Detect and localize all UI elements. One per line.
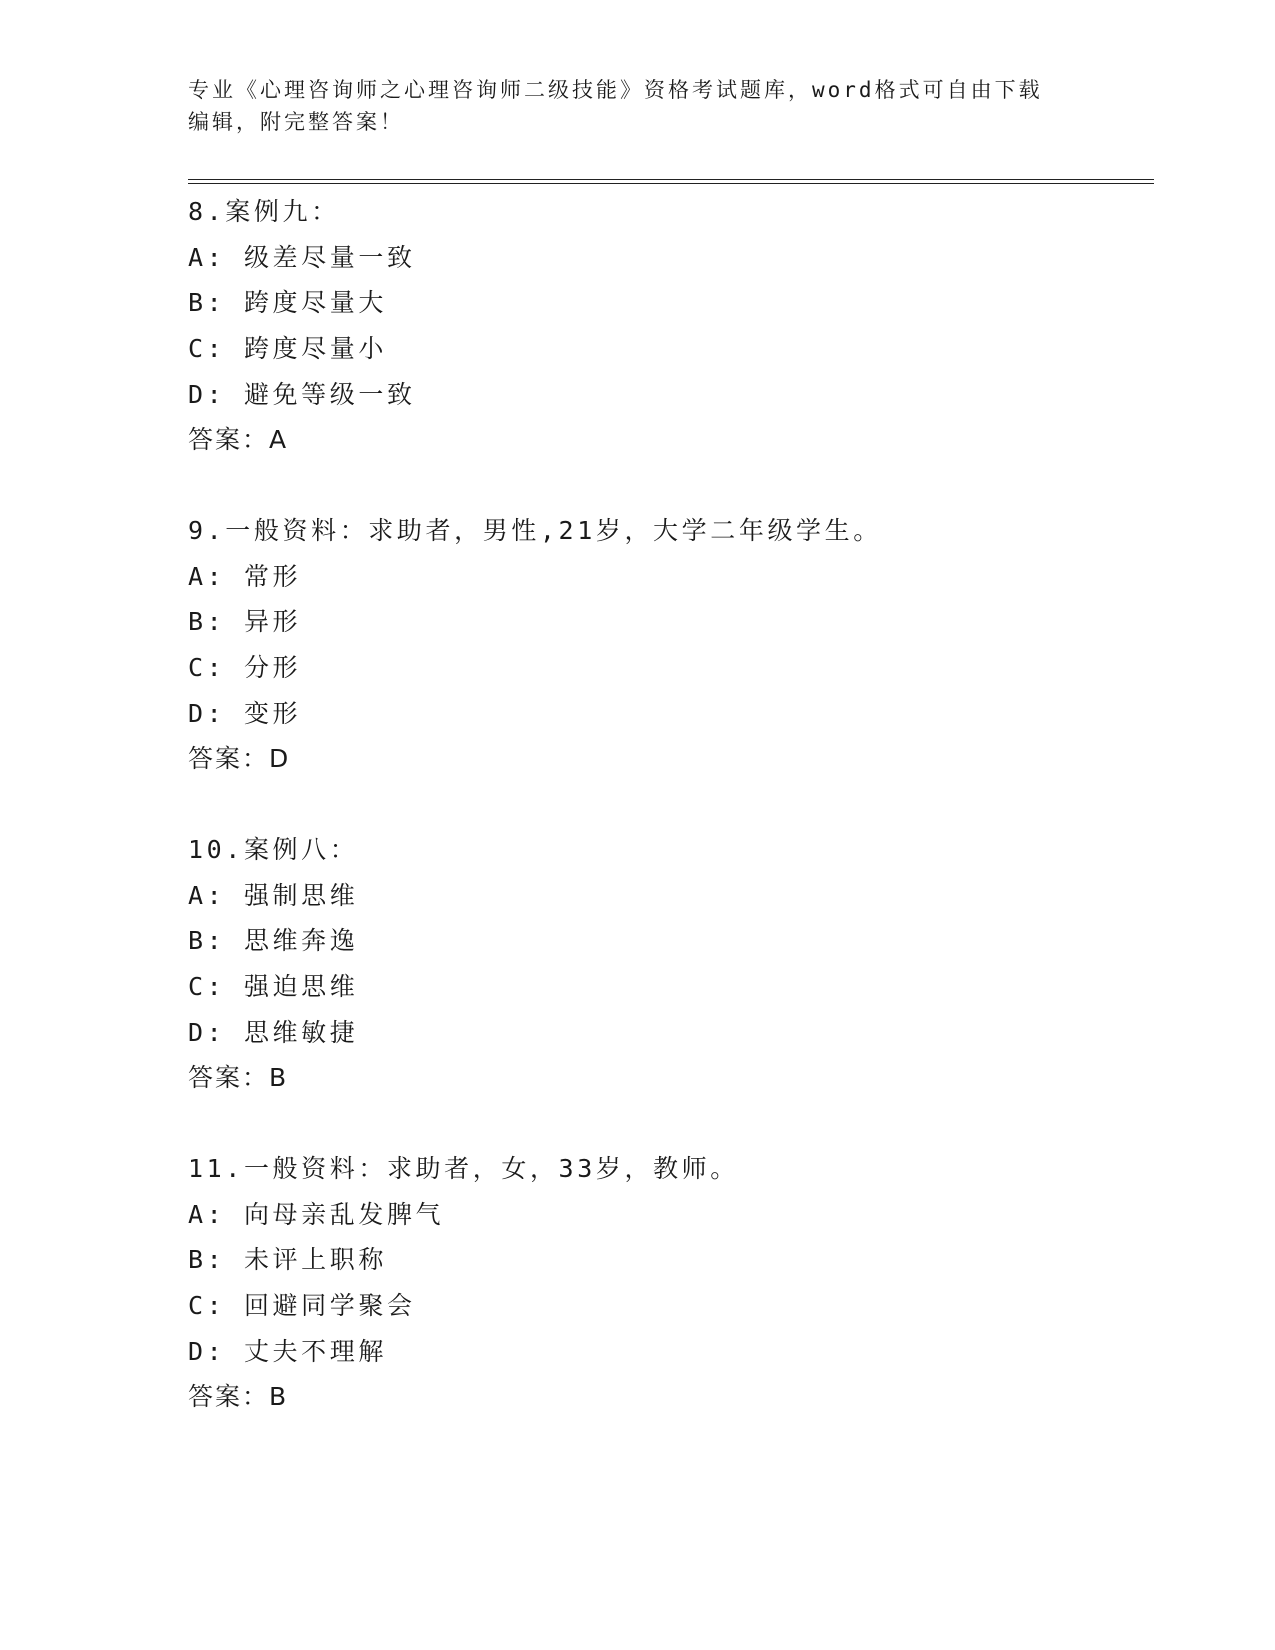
question-stem: 11.一般资料：求助者，女，33岁，教师。 [188,1154,739,1183]
question-11 [188,1146,1168,1420]
option-c: C: 强迫思维 [188,972,359,1002]
answer-line: 答案：B [188,1063,289,1093]
option-a: A: 级差尽量一致 [188,242,416,272]
option-b: B: 未评上职称 [188,1245,387,1275]
option-b: B: 跨度尽量大 [188,288,387,318]
option-c: C: 分形 [188,653,302,683]
option-a: A: 常形 [188,561,302,591]
document-header [188,74,1088,138]
header-line-2: 编辑，附完整答案！ [188,110,404,134]
question-stem: 9.一般资料：求助者，男性,21岁，大学二年级学生。 [188,516,882,545]
option-d: D: 思维敏捷 [188,1017,359,1047]
option-c: C: 跨度尽量小 [188,334,387,364]
answer-line: 答案：A [188,425,289,455]
option-d: D: 变形 [188,698,302,728]
question-stem: 8.案例九： [188,197,340,226]
answer-line: 答案：D [188,744,291,774]
option-d: D: 丈夫不理解 [188,1336,387,1366]
option-a: A: 强制思维 [188,880,359,910]
header-divider-bottom [188,183,1154,184]
question-stem: 10.案例八： [188,835,359,864]
header-line-1: 专业《心理咨询师之心理咨询师二级技能》资格考试题库，word格式可自由下载 [188,78,1043,102]
option-b: B: 思维奔逸 [188,926,359,956]
option-d: D: 避免等级一致 [188,379,416,409]
question-9 [188,508,1168,782]
answer-line: 答案：B [188,1382,289,1412]
option-c: C: 回避同学聚会 [188,1291,416,1321]
option-a: A: 向母亲乱发脾气 [188,1199,445,1229]
question-8 [188,189,1168,463]
question-10 [188,827,1168,1101]
header-divider-top [188,179,1154,180]
option-b: B: 异形 [188,607,302,637]
